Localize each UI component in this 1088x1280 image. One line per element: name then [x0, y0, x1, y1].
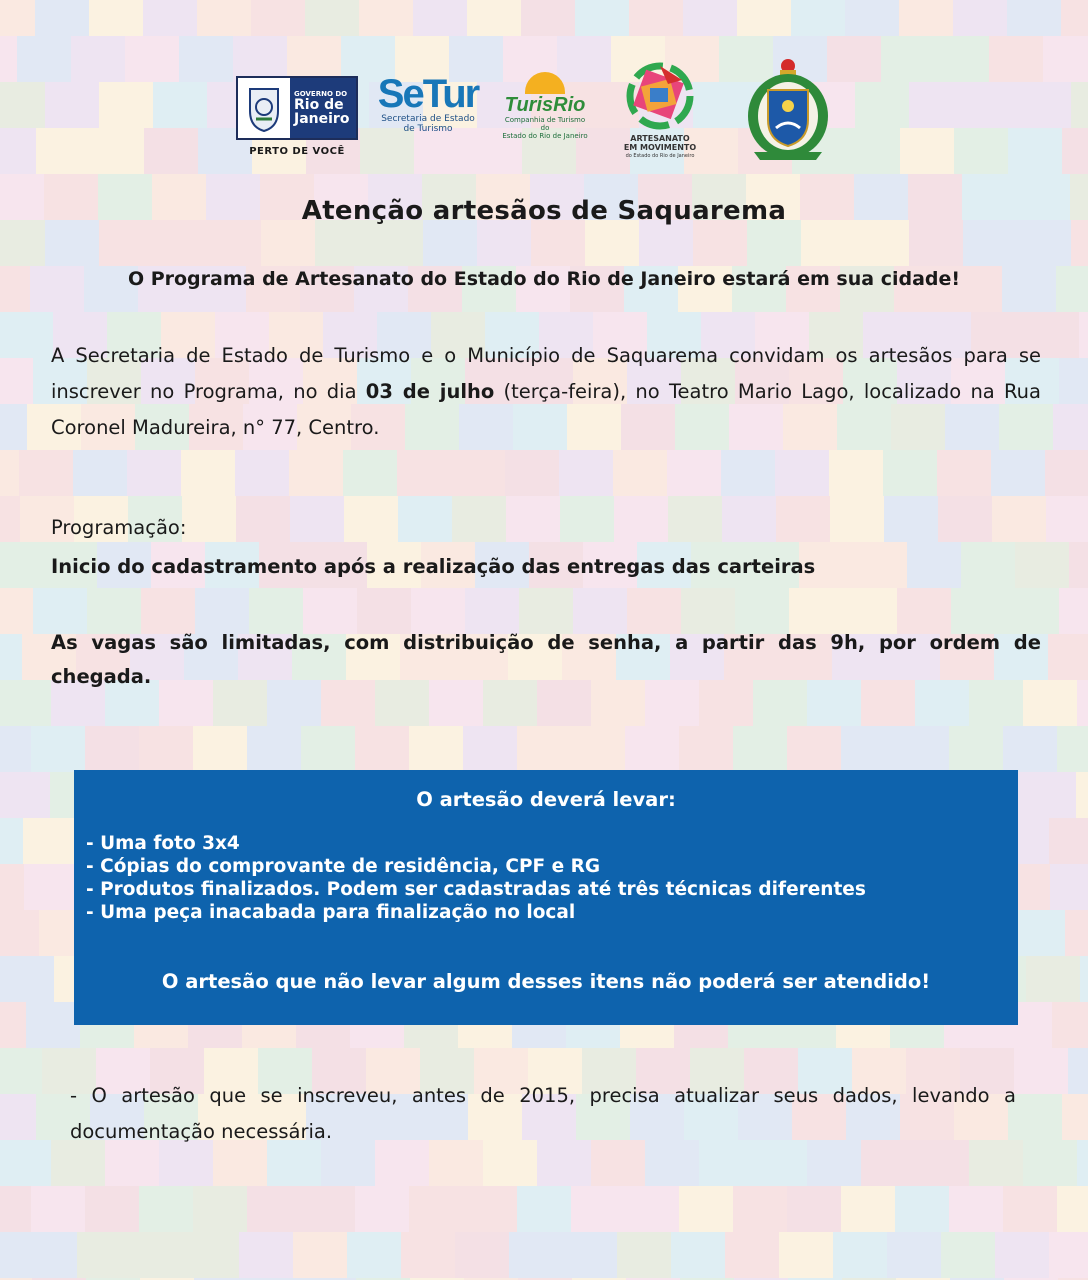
turisrio-sub2: Estado do Rio de Janeiro: [502, 132, 588, 140]
setur-sub1: Secretaria de Estado: [381, 114, 475, 124]
artesanato-line2: EM MOVIMENTO: [623, 143, 697, 152]
logo-row: [236, 56, 836, 166]
update-note: - O artesão que se inscreveu, antes de 2015, precisa atualizar seus dados, levando a documentação necessária.: [70, 1084, 1016, 1143]
governo-rj-logo: [236, 76, 358, 158]
programacao-label: Programação:: [51, 516, 187, 539]
sun-icon: [525, 72, 565, 94]
intro-date: 03 de julho: [365, 380, 495, 403]
rj-logo-rio: Rio de: [294, 97, 344, 113]
list-item: - Cópias do comprovante de residência, CPF e RG: [86, 856, 600, 877]
vagas-text: As vagas são limitadas, com distribuição de senha, a partir das 9h, por ordem de chegada.: [51, 631, 1041, 688]
programacao-text: Inicio do cadastramento após a realização das entregas das carteiras: [51, 555, 816, 578]
coat-of-arms-icon: [740, 56, 836, 166]
list-item: - Produtos finalizados. Podem ser cadastradas até três técnicas diferentes: [86, 879, 866, 900]
page-title: Atenção artesãos de Saquarema: [301, 196, 787, 226]
artesanato-logo: [612, 60, 708, 160]
artesanato-line3: do Estado do Rio de Janeiro: [625, 153, 695, 159]
turisrio-logo: [500, 72, 590, 152]
artesanato-line1: ARTESANATO: [630, 134, 690, 143]
rj-logo-perto: PERTO DE VOCÊ: [249, 146, 345, 157]
turisrio-sub1: Companhia de Turismo do: [504, 116, 586, 132]
requirements-box: [74, 770, 1018, 1025]
page-subtitle: O Programa de Artesanato do Estado do Rio de Janeiro estará em sua cidade!: [127, 268, 961, 290]
requirements-heading: O artesão deverá levar:: [416, 788, 676, 811]
intro-after: (terça-feira), no Teatro Mario Lago, localizado na Rua Coronel Madureira, n° 77, Centro.: [51, 380, 1041, 439]
intro-before: A Secretaria de Estado de Turismo e o Município de Saquarema convidam os artesãos para se inscrever no Programa, no dia: [51, 344, 1041, 403]
intro-paragraph: [51, 338, 1041, 446]
setur-logo: [372, 74, 484, 144]
rj-crest-icon: [240, 80, 288, 136]
list-item: - Uma peça inacabada para finalização no local: [86, 902, 576, 923]
requirements-list: [86, 832, 866, 924]
setur-wordmark: SeTur: [377, 72, 479, 116]
artesanato-emblem-icon: [612, 60, 708, 130]
list-item: - Uma foto 3x4: [86, 833, 240, 854]
setur-sub2: de Turismo: [403, 124, 453, 134]
rj-logo-gov: GOVERNO DO: [294, 90, 348, 98]
rj-logo-janeiro: Janeiro: [294, 111, 350, 127]
turisrio-wordmark: TurisRio: [504, 94, 586, 116]
requirements-warning: O artesão que não levar algum desses itens não poderá ser atendido!: [161, 970, 931, 993]
